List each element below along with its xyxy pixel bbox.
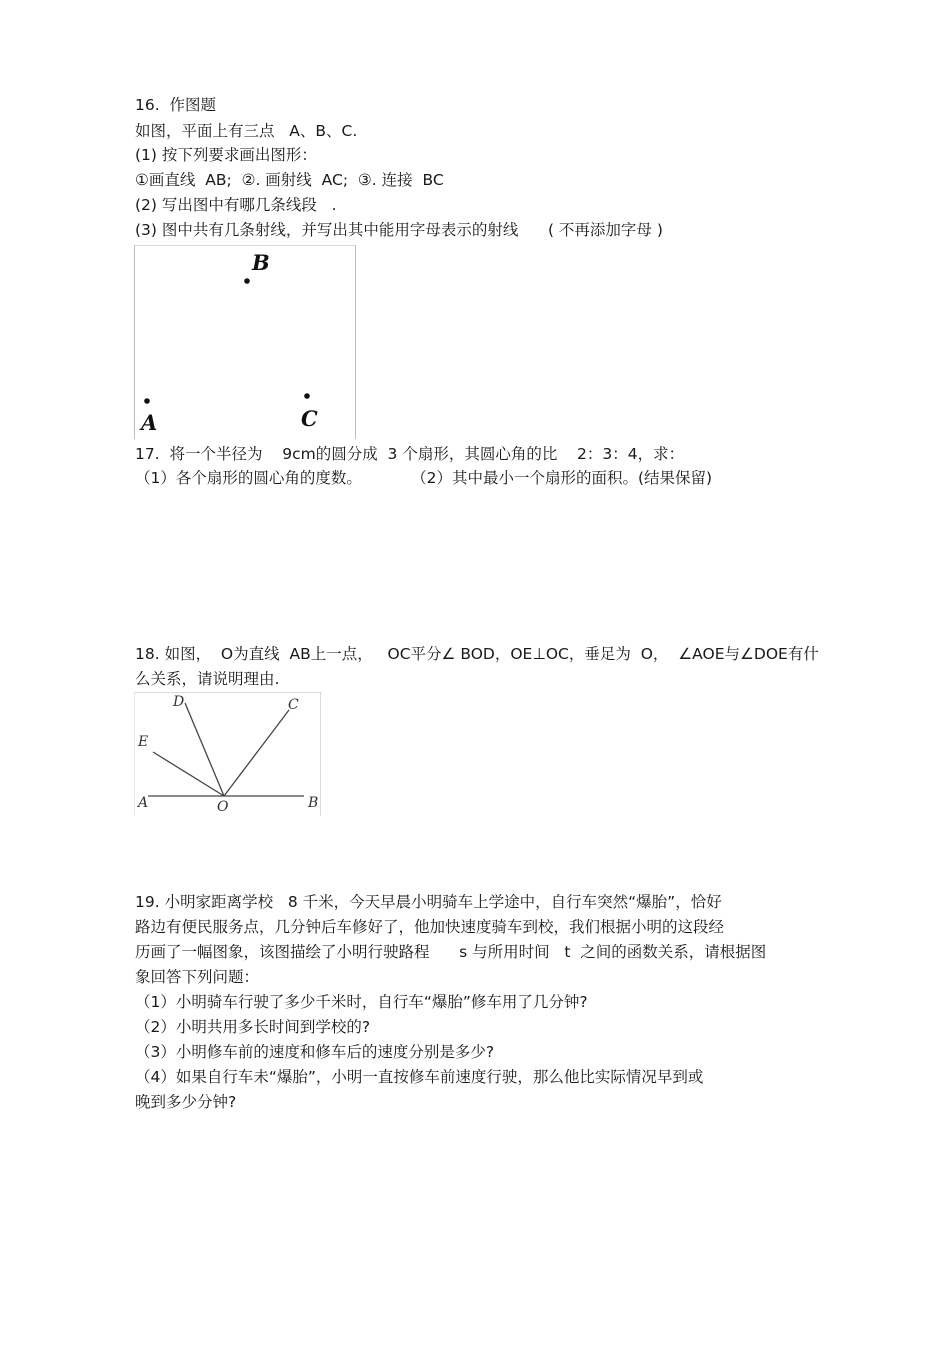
q19-question4-line1: （4）如果自行车未“爆胎”，小明一直按修车前速度行驶，那么他比实际情况早到或 — [135, 1068, 704, 1086]
label-o: O — [217, 799, 229, 815]
label-b: B — [308, 795, 319, 811]
label-a: A — [138, 795, 149, 811]
point-a — [144, 398, 150, 404]
q16-part1: (1) 按下列要求画出图形： — [135, 146, 317, 164]
q19-question3: （3）小明修车前的速度和修车后的速度分别是多少? — [135, 1043, 495, 1061]
ray-od — [185, 703, 224, 796]
point-c — [304, 393, 310, 399]
ray-oe — [153, 752, 224, 796]
q18-line2: 么关系，请说明理由. — [135, 670, 280, 688]
point-b — [244, 278, 250, 284]
q19-question2: （2）小明共用多长时间到学校的? — [135, 1018, 371, 1036]
q19-line2: 路边有便民服务点，几分钟后车修好了，他加快速度骑车到校，我们根据小明的这段经 — [135, 918, 725, 936]
label-c: C — [301, 406, 318, 431]
q16-figure — [134, 245, 356, 439]
q16-intro: 如图，平面上有三点 A、B、C. — [135, 122, 358, 140]
label-e: E — [138, 734, 149, 750]
q18-line1: 18. 如图， O为直线 AB上一点， OC平分∠ BOD，OE⊥OC，垂足为 O， ∠AOE与∠DOE有什 — [135, 645, 819, 663]
q17-line1: 17. 将一个半径为 9cm的圆分成 3 个扇形，其圆心角的比 2：3：4，求： — [135, 445, 685, 463]
label-a: A — [141, 410, 158, 435]
q19-line1: 19. 小明家距离学校 8 千米，今天早晨小明骑车上学途中，自行车突然“爆胎”，恰好 — [135, 893, 722, 911]
q16-part1-items: ①画直线 AB; ②. 画射线 AC; ③. 连接 BC — [135, 171, 444, 189]
q18-figure — [134, 692, 322, 816]
q16-part3: (3) 图中共有几条射线，并写出其中能用字母表示的射线 ( 不再添加字母 ) — [135, 221, 663, 239]
q19-question1: （1）小明骑车行驶了多少千米时，自行车“爆胎”修车用了几分钟? — [135, 993, 588, 1011]
q19-question4-line2: 晚到多少分钟? — [135, 1093, 237, 1111]
q16-title: 16. 作图题 — [135, 96, 217, 114]
label-b: B — [252, 250, 270, 275]
q19-line4: 象回答下列问题： — [135, 968, 260, 986]
q17-line2: （1）各个扇形的圆心角的度数。 （2）其中最小一个扇形的面积。(结果保留) — [135, 469, 713, 487]
label-c: C — [288, 697, 299, 713]
q16-part2: (2) 写出图中有哪几条线段 . — [135, 196, 337, 214]
label-d: D — [173, 694, 185, 710]
ray-oc — [224, 710, 289, 796]
q19-line3: 历画了一幅图象，该图描绘了小明行驶路程 s 与所用时间 t 之间的函数关系，请根据图 — [135, 943, 767, 961]
